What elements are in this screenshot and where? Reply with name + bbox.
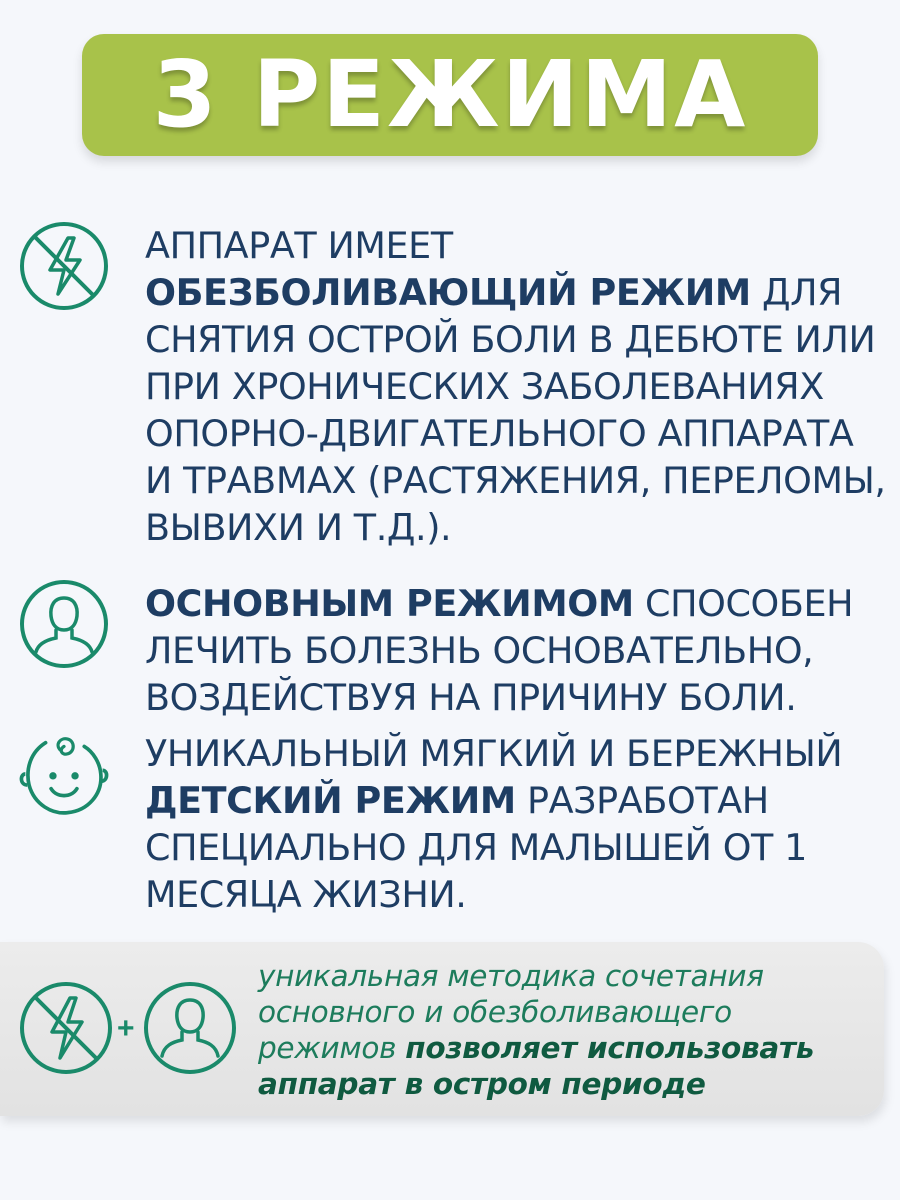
baby-face-icon: [18, 728, 110, 820]
no-lightning-icon: [18, 220, 110, 312]
summary-text-pre: уникальная методика сочетания основного и обезболивающего режимов: [258, 959, 764, 1065]
feature-text-pre: УНИКАЛЬНЫЙ МЯГКИЙ И БЕРЕЖНЫЙ: [145, 732, 843, 775]
person-icon: [146, 984, 234, 1072]
feature-text-post: СПОСОБЕН ЛЕЧИТЬ БОЛЕЗНЬ ОСНОВАТЕЛЬНО, ВОЗДЕЙСТВУЯ НА ПРИЧИНУ БОЛИ.: [145, 582, 854, 719]
feature-text-bold: ОСНОВНЫМ РЕЖИМОМ: [145, 582, 634, 625]
feature-text-pre: АППАРАТ ИМЕЕТ: [145, 224, 453, 267]
title-badge: [82, 34, 818, 156]
feature-text-bold: ОБЕЗБОЛИВАЮЩИЙ РЕЖИМ: [145, 271, 751, 314]
person-icon: [18, 578, 110, 670]
feature-text-bold: ДЕТСКИЙ РЕЖИМ: [145, 779, 516, 822]
feature-text: [145, 222, 890, 551]
feature-text: [145, 580, 890, 721]
plus-sign: +: [117, 1012, 135, 1045]
feature-text: [145, 730, 890, 918]
no-lightning-icon: [22, 984, 110, 1072]
summary-text: [258, 958, 878, 1102]
summary-text-bold: позволяет использовать аппарат в остром периоде: [258, 1031, 815, 1101]
page-title: 3 РЕЖИМА: [152, 41, 748, 148]
feature-text-post: РАЗРАБОТАН СПЕЦИАЛЬНО ДЛЯ МАЛЫШЕЙ ОТ 1 МЕСЯЦА ЖИЗНИ.: [145, 779, 807, 916]
feature-text-post: ДЛЯ СНЯТИЯ ОСТРОЙ БОЛИ В ДЕБЮТЕ ИЛИ ПРИ ХРОНИЧЕСКИХ ЗАБОЛЕВАНИЯХ ОПОРНО-ДВИГАТЕЛЬНОГО АППАРАТА И ТРАВМАХ (РАСТЯЖЕНИЯ, ПЕРЕЛОМЫ, ВЫВИХИ И Т.Д.).: [145, 271, 886, 549]
